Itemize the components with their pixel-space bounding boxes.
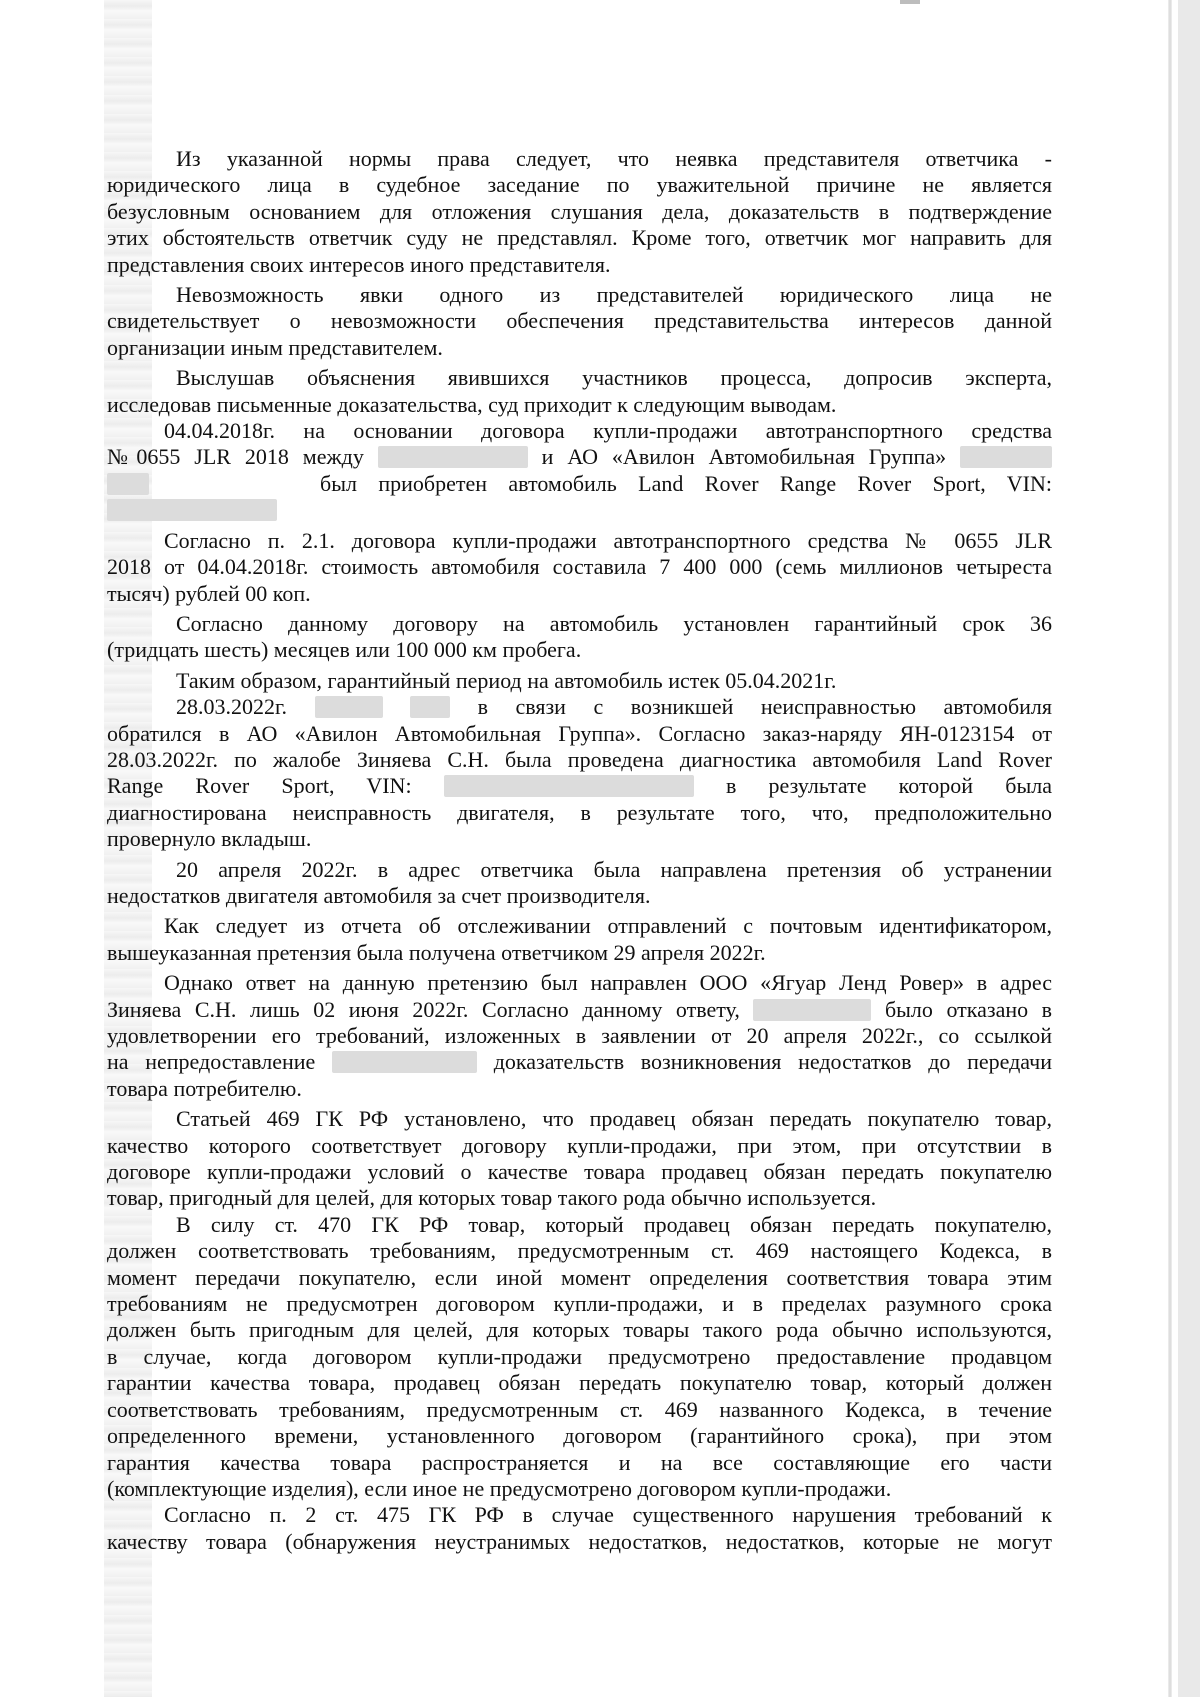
text-line: свидетельствует о невозможности обеспечения представительства интересов данной bbox=[107, 308, 1052, 334]
redacted-name bbox=[378, 446, 528, 468]
text-line: диагностирована неисправность двигателя, в результате того, что, предположительно bbox=[107, 799, 1052, 825]
text-fragment: было отказано в bbox=[884, 996, 1053, 1022]
text-fragment: Range Rover Sport, VIN: bbox=[107, 773, 412, 799]
text-line: требованиям не предусмотрен договором купли-продажи, и в пределах разумного срока bbox=[107, 1291, 1052, 1317]
text-line: безусловным основанием для отложения слушания дела, доказательств в подтверждение bbox=[107, 198, 1052, 224]
text-line: гарантия качества товара распространяется и на все составляющие его части bbox=[107, 1449, 1052, 1475]
redacted-text bbox=[960, 446, 1052, 468]
text-line: тысяч) рублей 00 коп. bbox=[107, 580, 311, 606]
text-line: Выслушав объяснения явившихся участников процесса, допросив эксперта, bbox=[176, 365, 1052, 391]
text-line: момент передачи покупателю, если иной момент определения соответствия товара этим bbox=[107, 1264, 1052, 1290]
paragraph bbox=[107, 970, 1052, 1102]
text-fragment: был приобретен автомобиль Land Rover Range Rover Sport, VIN: bbox=[320, 470, 1053, 496]
text-line: в случае, когда договором купли-продажи предусмотрено предоставление продавцом bbox=[107, 1343, 1052, 1369]
text-line bbox=[107, 497, 1052, 523]
text-line: юридического лица в судебное заседание по уважительной причине не является bbox=[107, 172, 1052, 198]
redacted-name bbox=[753, 999, 871, 1021]
text-line: 2018 от 04.04.2018г. стоимость автомобиля составила 7 400 000 (семь миллионов четыреста bbox=[107, 554, 1052, 580]
text-line bbox=[107, 997, 1052, 1023]
page-edge bbox=[1168, 0, 1172, 1697]
paragraph bbox=[107, 418, 1052, 524]
text-line bbox=[107, 471, 1052, 497]
text-line: (комплектующие изделия), если иное не предусмотрено договором купли-продажи. bbox=[107, 1475, 892, 1501]
text-line bbox=[107, 773, 1052, 799]
text-line bbox=[107, 444, 1052, 470]
paragraph bbox=[107, 528, 1052, 607]
redacted-name bbox=[332, 1051, 477, 1073]
text-line: Согласно п. 2.1. договора купли-продажи автотранспортного средства № 0655 JLR bbox=[164, 527, 1052, 553]
text-line: Из указанной нормы права следует, что неявка представителя ответчика - bbox=[176, 146, 1052, 171]
text-line: 04.04.2018г. на основании договора купли-продажи автотранспортного средства bbox=[164, 418, 1052, 444]
paragraph bbox=[107, 146, 1052, 278]
paragraph bbox=[107, 913, 1052, 966]
paragraph bbox=[107, 1212, 1052, 1502]
text-fragment: №0655 JLR 2018 между bbox=[107, 444, 364, 470]
text-line: качеству товара (обнаружения неустранимых недостатков, недостатков, которые не могут bbox=[107, 1528, 1052, 1554]
paragraph bbox=[107, 668, 1052, 694]
text-fragment: 28.03.2022г. bbox=[176, 694, 288, 720]
text-fragment: на непредоставление bbox=[107, 1049, 316, 1075]
paragraph bbox=[107, 282, 1052, 361]
text-line: соответствовать требованиям, предусмотренным ст. 469 названного Кодекса, в течение bbox=[107, 1396, 1052, 1422]
text-fragment: Зиняева С.Н. лишь 02 июня 2022г. Согласно данному ответу, bbox=[107, 996, 740, 1022]
text-fragment: в результате которой была bbox=[725, 773, 1052, 799]
text-line: 28.03.2022г. по жалобе Зиняева С.Н. была проведена диагностика автомобиля Land Rover bbox=[107, 746, 1052, 772]
text-line: должен быть пригодным для целей, для которых товары такого рода обычно используются, bbox=[107, 1317, 1052, 1343]
paragraph bbox=[107, 857, 1052, 910]
text-line: организации иным представителем. bbox=[107, 334, 443, 360]
scan-mark bbox=[900, 0, 920, 4]
text-fragment: в связи с возникшей неисправностью автомобиля bbox=[477, 694, 1053, 720]
text-line: качество которого соответствует договору купли-продажи, при этом, при отсутствии в bbox=[107, 1132, 1052, 1158]
text-line: (тридцать шесть) месяцев или 100 000 км пробега. bbox=[107, 637, 582, 663]
text-line: Однако ответ на данную претензию был направлен ООО «Ягуар Ленд Ровер» в адрес bbox=[164, 970, 1052, 996]
text-line: представления своих интересов иного представителя. bbox=[107, 251, 611, 277]
document-body bbox=[107, 146, 1052, 1555]
redacted-text bbox=[107, 473, 149, 495]
text-line: 20 апреля 2022г. в адрес ответчика была направлена претензия об устранении bbox=[176, 856, 1052, 882]
text-line: договоре купли-продажи условий о качестве товара продавец обязан передать покупателю bbox=[107, 1159, 1052, 1185]
redacted-name bbox=[410, 696, 450, 718]
redacted-vin bbox=[444, 775, 694, 797]
text-line: Таким образом, гарантийный период на автомобиль истек 05.04.2021г. bbox=[176, 667, 837, 693]
text-line: В силу ст. 470 ГК РФ товар, который продавец обязан передать покупателю, bbox=[176, 1211, 1052, 1237]
redacted-name bbox=[315, 696, 383, 718]
text-line: провернуло вкладыш. bbox=[107, 826, 312, 852]
text-line: Согласно данному договору на автомобиль установлен гарантийный срок 36 bbox=[176, 610, 1052, 636]
text-line: гарантии качества товара, продавец обязан передать покупателю товар, который должен bbox=[107, 1370, 1052, 1396]
paragraph bbox=[107, 365, 1052, 418]
text-line: Невозможность явки одного из представителей юридического лица не bbox=[176, 282, 1052, 308]
text-line: этих обстоятельств ответчик суду не представлял. Кроме того, ответчик мог направить для bbox=[107, 225, 1052, 251]
text-line: товара потребителю. bbox=[107, 1075, 302, 1101]
text-line: товар, пригодный для целей, для которых товар такого рода обычно используется. bbox=[107, 1185, 877, 1211]
text-fragment: доказательств возникновения недостатков до передачи bbox=[493, 1049, 1053, 1075]
text-line: Согласно п. 2 ст. 475 ГК РФ в случае существенного нарушения требований к bbox=[164, 1502, 1052, 1528]
text-line: обратился в АО «Авилон Автомобильная Группа». Согласно заказ-наряду ЯН-0123154 от bbox=[107, 720, 1052, 746]
text-line: недостатков двигателя автомобиля за счет производителя. bbox=[107, 882, 651, 908]
text-line: вышеуказанная претензия была получена ответчиком 29 апреля 2022г. bbox=[107, 939, 766, 965]
text-fragment: и АО «Авилон Автомобильная Группа» bbox=[541, 444, 947, 470]
text-line: исследовав письменные доказательства, суд приходит к следующим выводам. bbox=[107, 391, 837, 417]
text-line: определенного времени, установленного договором (гарантийного срока), при этом bbox=[107, 1423, 1052, 1449]
text-line bbox=[107, 1049, 1052, 1075]
paragraph bbox=[107, 694, 1052, 852]
paragraph bbox=[107, 1502, 1052, 1555]
text-line: Как следует из отчета об отслеживании отправлений с почтовым идентификатором, bbox=[164, 913, 1052, 939]
text-line: удовлетворении его требований, изложенных в заявлении от 20 апреля 2022г., со ссылкой bbox=[107, 1023, 1052, 1048]
redacted-vin bbox=[107, 499, 277, 521]
paragraph bbox=[107, 611, 1052, 664]
text-line: должен соответствовать требованиям, предусмотренным ст. 469 настоящего Кодекса, в bbox=[107, 1238, 1052, 1264]
text-line: Статьей 469 ГК РФ установлено, что продавец обязан передать покупателю товар, bbox=[176, 1106, 1052, 1132]
paragraph bbox=[107, 1106, 1052, 1212]
text-line bbox=[107, 694, 1052, 720]
